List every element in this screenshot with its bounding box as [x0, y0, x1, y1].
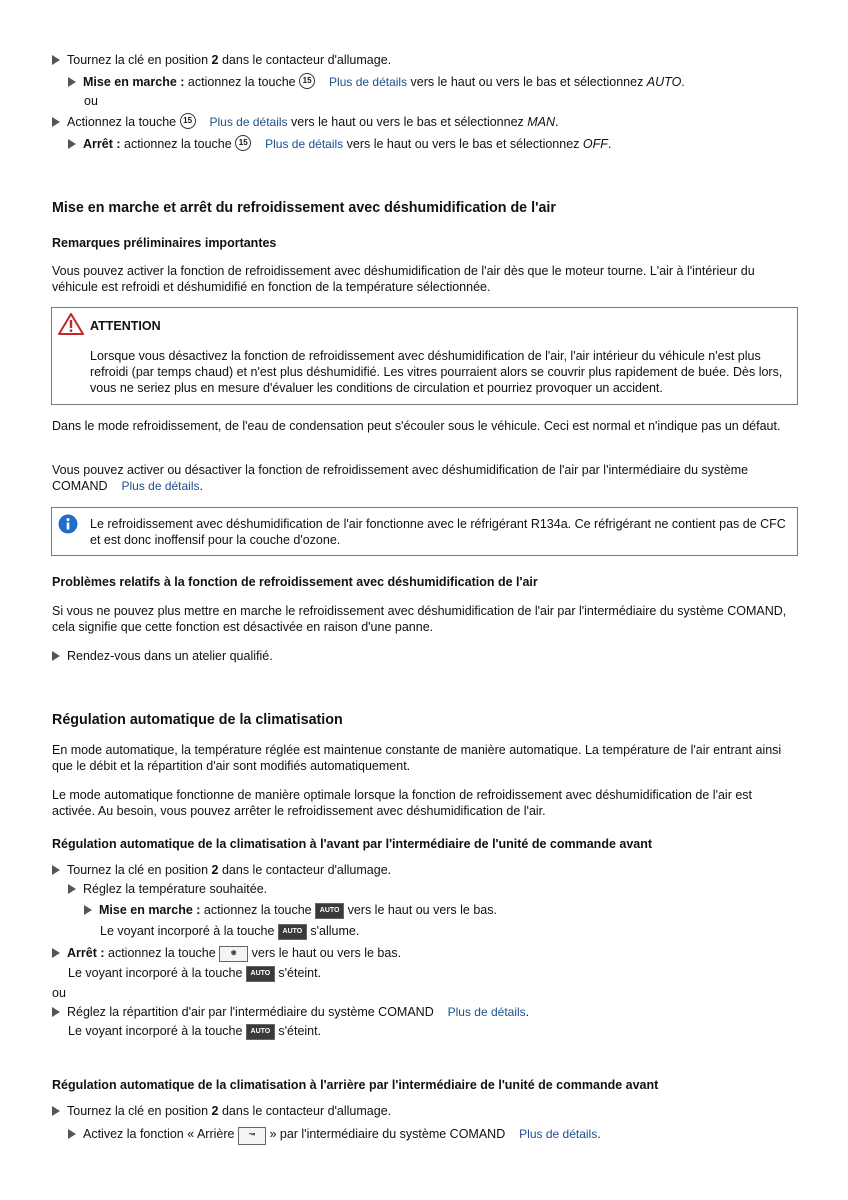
plus-de-details-link[interactable]: Plus de détails	[519, 1127, 598, 1141]
step-arrow-icon	[52, 948, 60, 958]
heading-problemes: Problèmes relatifs à la fonction de refroidissement avec déshumidification de l'air	[52, 575, 538, 589]
auto-button-icon: AUTO	[246, 966, 275, 982]
heading-regulation-arriere: Régulation automatique de la climatisation à l'arrière par l'intermédiaire de l'unité de commande avant	[52, 1078, 659, 1092]
paragraph-panne: Si vous ne pouvez plus mettre en marche le refroidissement avec déshumidification de l'air par l'intermédiaire du système COMAND, cela signifie que cette fonction est désactivée en raison d'une panne.	[52, 604, 787, 634]
rear-climate-button-icon: ↝	[238, 1127, 266, 1145]
step-arrow-icon	[84, 905, 92, 915]
step-turn-key-2: Tournez la clé en position 2 dans le contacteur d'allumage.	[52, 862, 391, 878]
step-arrow-icon	[52, 1106, 60, 1116]
step-repartition: Réglez la répartition d'air par l'intermédiaire du système COMAND Plus de détails.	[52, 1004, 529, 1020]
step-arrow-icon	[52, 865, 60, 875]
voyant-eteint: Le voyant incorporé à la touche AUTO s'éteint.	[68, 966, 322, 980]
plus-de-details-link[interactable]: Plus de détails	[121, 479, 200, 493]
step-turn-key: Tournez la clé en position 2 dans le contacteur d'allumage.	[52, 52, 391, 68]
step-arrow-icon	[52, 1007, 60, 1017]
warning-box	[51, 307, 798, 405]
step-arrow-icon	[68, 139, 76, 149]
step-temperature: Réglez la température souhaitée.	[68, 881, 267, 897]
warning-triangle-icon	[58, 313, 84, 335]
step-arriere: Activez la fonction « Arrière ↝ » par l'intermédiaire du système COMAND Plus de détails.	[68, 1126, 601, 1145]
auto-button-icon: AUTO	[246, 1024, 275, 1040]
button-15-icon: 15	[235, 135, 251, 151]
warning-title: ATTENTION	[90, 319, 161, 333]
plus-de-details-link[interactable]: Plus de détails	[265, 137, 344, 151]
heading-remarques: Remarques préliminaires importantes	[52, 236, 277, 250]
step-actionnez-man: Actionnez la touche 15 Plus de détails vers le haut ou vers le bas et sélectionnez MAN.	[52, 113, 559, 130]
button-15-icon: 15	[180, 113, 196, 129]
ou-text: ou	[84, 94, 98, 108]
voyant-eteint-2: Le voyant incorporé à la touche AUTO s'éteint.	[68, 1024, 322, 1038]
step-arrow-icon	[52, 55, 60, 65]
auto-button-icon: AUTO	[315, 903, 344, 919]
step-arrow-icon	[68, 77, 76, 87]
step-arret-off: Arrêt : actionnez la touche 15 Plus de détails vers le haut ou vers le bas et sélectionnez OFF.	[68, 135, 611, 152]
info-icon	[58, 514, 78, 534]
voyant-allume: Le voyant incorporé à la touche AUTO s'allume.	[100, 924, 360, 938]
heading-regulation-avant: Régulation automatique de la climatisation à l'avant par l'intermédiaire de l'unité de commande avant	[52, 837, 653, 851]
step-mise-en-marche: Mise en marche : actionnez la touche 15 Plus de détails vers le haut ou vers le bas et sélectionnez AUTO.	[68, 73, 685, 90]
step-marche-auto: Mise en marche : actionnez la touche AUTO vers le haut ou vers le bas.	[84, 902, 497, 919]
paragraph-comand: Vous pouvez activer ou désactiver la fonction de refroidissement avec déshumidification de l'air par l'intermédiaire du système COMAND Plus de détails.	[52, 463, 749, 493]
button-15-icon: 15	[299, 73, 315, 89]
paragraph-condensation: Dans le mode refroidissement, de l'eau de condensation peut s'écouler sous le véhicule. Ceci est normal et n'indique pas un défaut.	[52, 419, 781, 433]
info-text: Le refroidissement avec déshumidification de l'air fonctionne avec le réfrigérant R134a. Ce réfrigérant ne contient pas de CFC et est donc inoffensif pour la couche d'ozone.	[90, 517, 786, 547]
plus-de-details-link[interactable]: Plus de détails	[209, 115, 288, 129]
step-arret-fan: Arrêt : actionnez la touche ❀ vers le haut ou vers le bas.	[52, 945, 401, 962]
plus-de-details-link[interactable]: Plus de détails	[329, 75, 408, 89]
heading-refroidissement: Mise en marche et arrêt du refroidissement avec déshumidification de l'air	[52, 200, 556, 216]
paragraph-mode-optimal: Le mode automatique fonctionne de manière optimale lorsque la fonction de refroidissement avec déshumidification de l'air est activée. Au besoin, vous pouvez arrêter le refroidissement avec déshumidification de l'air.	[52, 788, 753, 818]
step-arrow-icon	[68, 1129, 76, 1139]
step-arrow-icon	[68, 884, 76, 894]
paragraph-activation: Vous pouvez activer la fonction de refroidissement avec déshumidification de l'air dès que le moteur tourne. L'air à l'intérieur du véhicule est refroidi et déshumidifié en fonction de la température sélectionnée.	[52, 264, 755, 294]
paragraph-mode-auto: En mode automatique, la température réglée est maintenue constante de manière automatique. La température de l'air entrant ainsi que le débit et la répartition d'air sont modifiés automatiquement.	[52, 743, 782, 773]
fan-button-icon: ❀	[219, 946, 248, 962]
step-atelier: Rendez-vous dans un atelier qualifié.	[52, 648, 273, 664]
step-arrow-icon	[52, 651, 60, 661]
plus-de-details-link[interactable]: Plus de détails	[447, 1005, 526, 1019]
auto-button-icon: AUTO	[278, 924, 307, 940]
heading-regulation: Régulation automatique de la climatisation	[52, 712, 343, 728]
ou-text-2: ou	[52, 986, 66, 1000]
info-box	[51, 507, 798, 556]
warning-text: Lorsque vous désactivez la fonction de refroidissement avec déshumidification de l'air, l'air intérieur du véhicule n'est plus refroidi (par temps chaud) et n'est plus déshumidifié. Les vitres pourraient alors se couvrir plus rapidement de buée. Dès lors, vous ne seriez plus en mesure d'évaluer les conditions de circulation et pourriez provoquer un accident.	[90, 349, 783, 395]
step-arrow-icon	[52, 117, 60, 127]
step-turn-key-3: Tournez la clé en position 2 dans le contacteur d'allumage.	[52, 1103, 391, 1119]
